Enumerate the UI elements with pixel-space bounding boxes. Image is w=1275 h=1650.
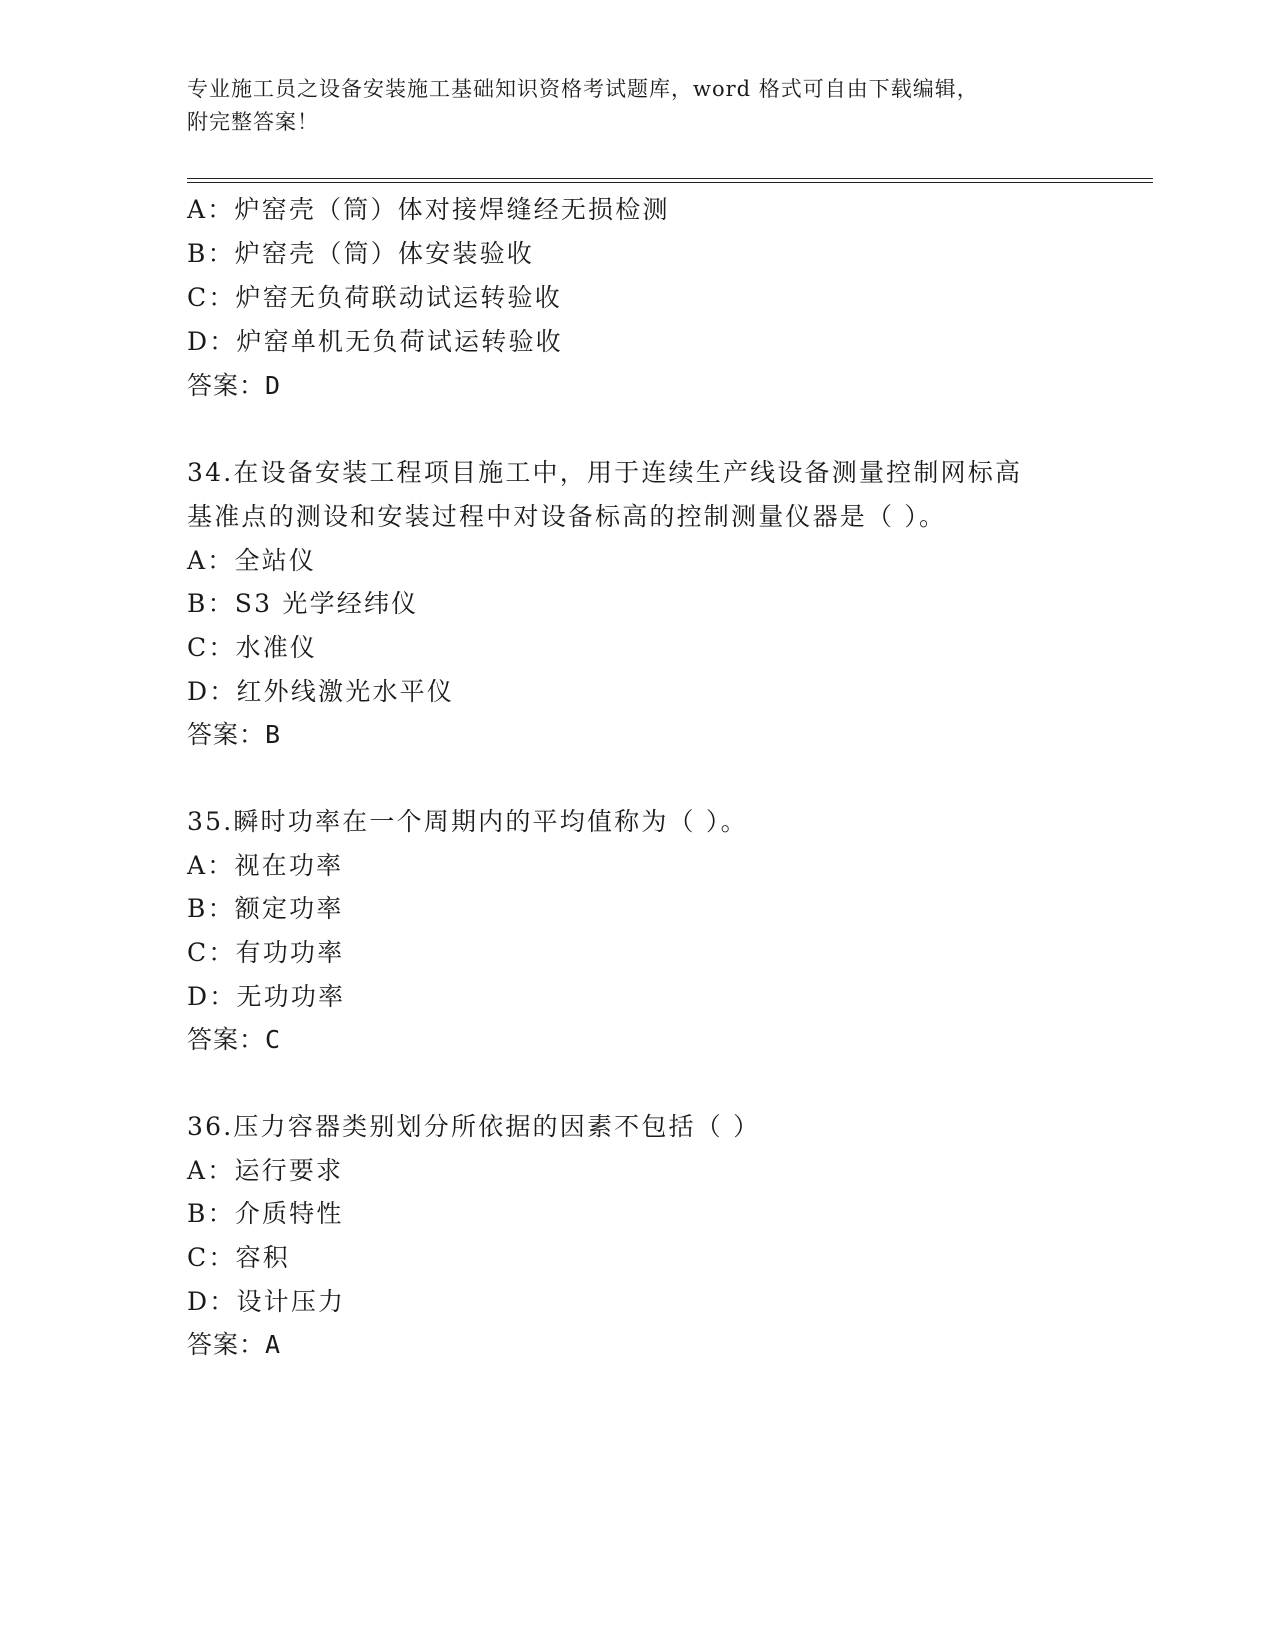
- q35-stem-line1: 35.瞬时功率在一个周期内的平均值称为（ ）。: [187, 807, 748, 836]
- answer-value: A: [265, 1330, 282, 1359]
- q34-stem-line1: 34.在设备安装工程项目施工中，用于连续生产线设备测量控制网标高: [187, 458, 1023, 487]
- answer-label: 答案：: [187, 720, 266, 749]
- answer-label: 答案：: [187, 371, 266, 400]
- q34-answer: [187, 720, 281, 750]
- header-rule-top: [187, 178, 1153, 179]
- q35-option-c: C：有功功率: [187, 938, 345, 967]
- prev-option-b: B：炉窑壳（筒）体安装验收: [187, 239, 534, 268]
- prev-option-a: A：炉窑壳（筒）体对接焊缝经无损检测: [187, 195, 670, 224]
- q36-answer: [187, 1330, 281, 1360]
- q36-option-a: A：运行要求: [187, 1156, 344, 1185]
- q34-option-b: B：S3 光学经纬仪: [187, 589, 419, 618]
- q36-option-c: C：容积: [187, 1243, 290, 1272]
- q34-option-d: D：红外线激光水平仪: [187, 677, 455, 706]
- answer-value: B: [265, 720, 282, 749]
- answer-label: 答案：: [187, 1025, 266, 1054]
- q34-option-a: A：全站仪: [187, 546, 317, 575]
- prev-option-d: D：炉窑单机无负荷试运转验收: [187, 327, 563, 356]
- prev-answer: [187, 371, 281, 401]
- answer-value: D: [265, 371, 282, 400]
- q36-option-d: D：设计压力: [187, 1287, 346, 1316]
- answer-value: C: [265, 1025, 282, 1054]
- q35-option-b: B：额定功率: [187, 894, 344, 923]
- answer-label: 答案：: [187, 1330, 266, 1359]
- q34-option-c: C：水准仪: [187, 633, 318, 662]
- document-header: 专业施工员之设备安装施工基础知识资格考试题库，word 格式可自由下载编辑， 附完整答案！: [187, 77, 979, 134]
- q36-option-b: B：介质特性: [187, 1199, 344, 1228]
- q34-stem-line2: 基准点的测设和安装过程中对设备标高的控制测量仪器是（ ）。: [187, 502, 947, 531]
- q36-stem-line1: 36.压力容器类别划分所依据的因素不包括（ ）: [187, 1112, 761, 1141]
- prev-option-c: C：炉窑无负荷联动试运转验收: [187, 283, 562, 312]
- q35-answer: [187, 1025, 281, 1055]
- q35-option-d: D：无功功率: [187, 982, 346, 1011]
- header-rule-bottom: [187, 182, 1153, 183]
- q35-option-a: A：视在功率: [187, 851, 344, 880]
